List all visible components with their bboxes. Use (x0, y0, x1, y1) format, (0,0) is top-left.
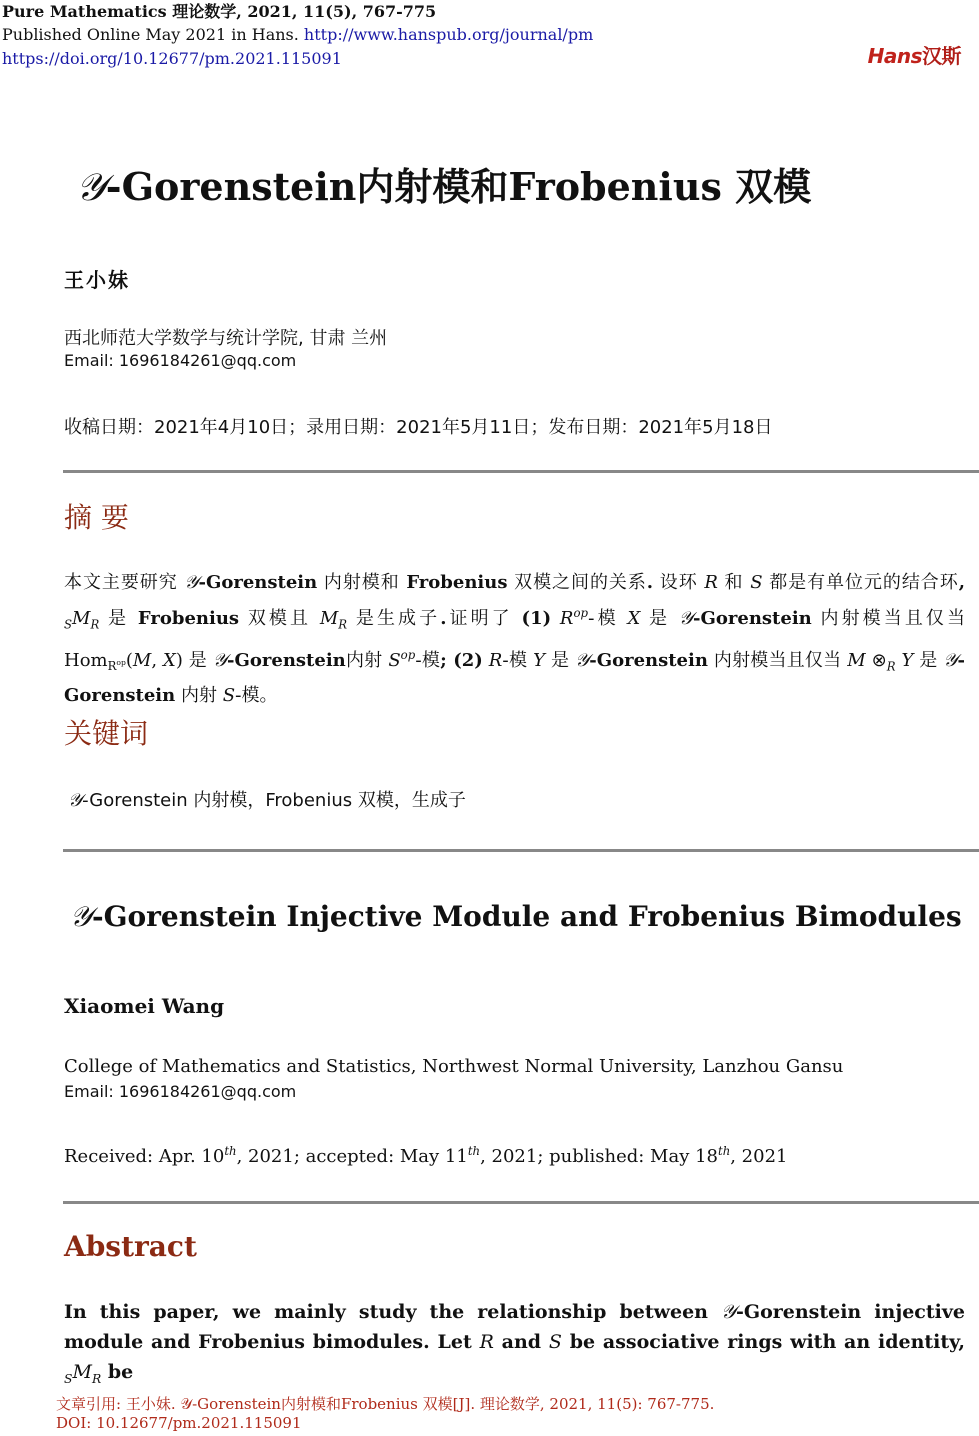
doi-link[interactable]: https://doi.org/10.12677/pm.2021.115091 (2, 49, 342, 68)
affiliation-en: College of Mathematics and Statistics, Northwest Normal University, Lanzhou Gansu (64, 1056, 844, 1077)
logo-cn: 汉斯 (922, 44, 961, 68)
affiliation-cn: 西北师范大学数学与统计学院, 甘肃 兰州 (64, 328, 388, 349)
doi-line (2, 47, 342, 71)
title-cn-text: -Gorenstein内射模和Frobenius 双模 (105, 164, 812, 209)
divider (63, 1201, 979, 1204)
abstract-cn: 本文主要研究 𝒴-Gorenstein 内射模和 Frobenius 双模之间的关系. 设环 R 和 S 都是有单位元的结合环, $_SM_R$ 是 Frobenius 双模且 $M_R$ 是生成子.证明了 (1) $R^{op}-$模 X 是 𝒴-Gorenstein 内射模当且仅当 Hom$_{R^{op}}$(M, X) 是 𝒴-Gorenstein内射 $S^{op}-$模; (2) R-模 Y 是 𝒴-Gorenstein 内射模当且仅当 M $\otimes_R$ Y 是 𝒴-Gorenstein 内射 S-模。 (64, 572, 966, 707)
keywords-cn (68, 786, 466, 812)
script-y-symbol: 𝒴 (68, 790, 83, 811)
abstract-en: In this paper, we mainly study the relationship between 𝒴-Gorenstein injective module and Frobenius bimodules. Let R and S be associative rings with an identity, $_SM_R$ be (64, 1301, 965, 1386)
logo-en: Hans (867, 44, 922, 68)
page-title-en (70, 900, 962, 934)
citation-line: 文章引用: 王小妹. 𝒴-Gorenstein内射模和Frobenius 双模[J]. 理论数学, 2021, 11(5): 767-775. (56, 1395, 715, 1413)
journal-header (2, 0, 436, 24)
author-cn: 王小妹 (64, 268, 130, 292)
citation-doi: DOI: 10.12677/pm.2021.115091 (56, 1414, 302, 1432)
author-en: Xiaomei Wang (64, 994, 225, 1018)
hans-logo (868, 40, 961, 69)
journal-name: Pure Mathematics 理论数学, 2021, 11(5), 767-775 (2, 2, 437, 21)
email-en: Email: 1696184261@qq.com (64, 1082, 297, 1101)
email-cn: Email: 1696184261@qq.com (64, 351, 297, 370)
divider (63, 470, 979, 473)
abstract-heading-en: Abstract (64, 1230, 197, 1263)
dates-cn: 收稿日期：2021年4月10日；录用日期：2021年5月11日；发布日期：2021年5月18日 (64, 417, 773, 438)
title-en-text: -Gorenstein Injective Module and Frobenius Bimodules (91, 900, 962, 933)
published-text: Published Online May 2021 in Hans. (2, 25, 299, 44)
publication-line (2, 23, 593, 47)
abstract-heading-cn: 摘 要 (64, 501, 129, 534)
journal-link[interactable]: http://www.hanspub.org/journal/pm (303, 25, 594, 44)
keywords-heading-cn: 关键词 (64, 717, 149, 750)
page-title-cn (76, 156, 811, 211)
script-y-symbol: 𝒴 (70, 900, 92, 933)
keywords-cn-text: -Gorenstein 内射模，Frobenius 双模，生成子 (82, 790, 466, 811)
divider (63, 849, 979, 852)
script-y-symbol: 𝒴 (76, 165, 106, 209)
dates-en: Received: Apr. 10th, 2021; accepted: May 11th, 2021; published: May 18th, 2021 (64, 1144, 788, 1167)
